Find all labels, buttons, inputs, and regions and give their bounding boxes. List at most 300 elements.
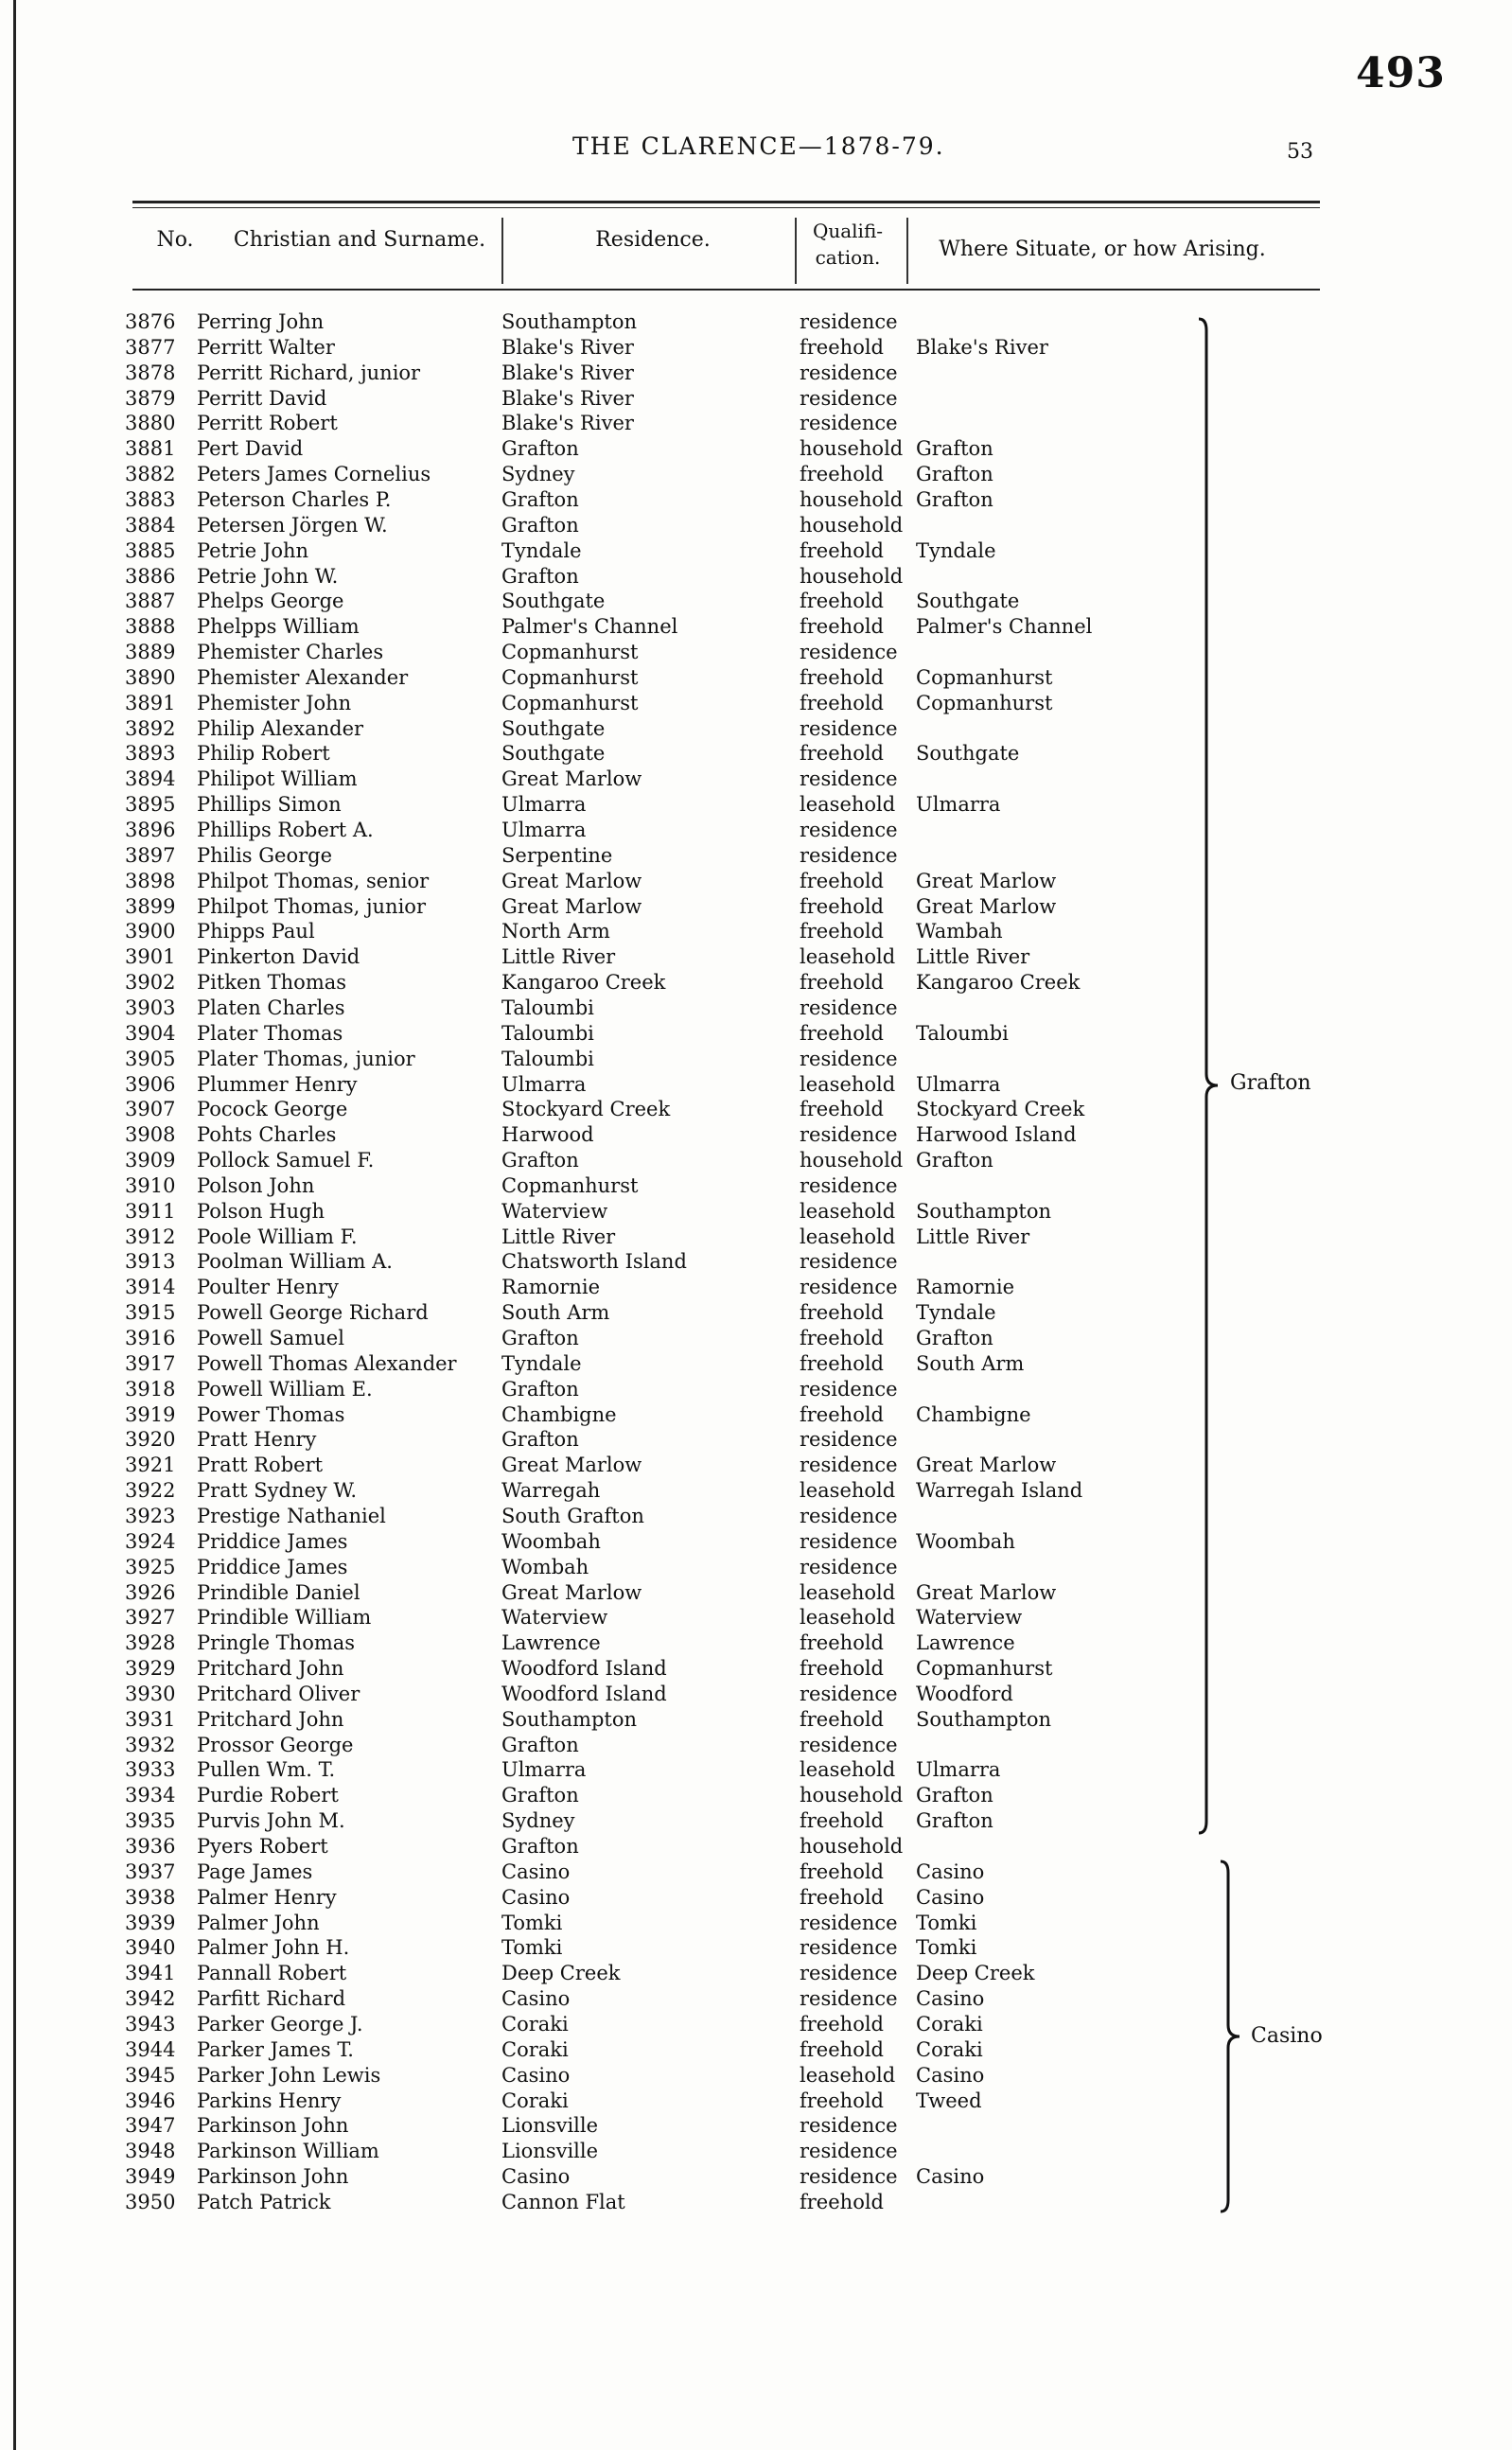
entry-name: Plummer Henry — [197, 1072, 358, 1096]
column-header-no: No. — [156, 228, 194, 252]
table-row — [0, 589, 1512, 614]
entry-name: Poulter Henry — [197, 1276, 339, 1299]
entry-number: 3944 — [125, 2037, 176, 2061]
entry-qualification: residence — [800, 1936, 898, 1960]
entry-residence: Grafton — [501, 1149, 579, 1172]
entry-number: 3925 — [125, 1555, 176, 1578]
entry-name: Pocock George — [197, 1098, 348, 1121]
entry-number: 3923 — [125, 1504, 176, 1527]
entry-name: Perritt Robert — [197, 412, 338, 435]
entry-residence: Casino — [501, 1860, 571, 1883]
entry-number: 3918 — [125, 1377, 176, 1401]
entry-number: 3937 — [125, 1860, 176, 1883]
table-row — [0, 2089, 1512, 2114]
entry-where: Copmanhurst — [916, 665, 1053, 689]
entry-residence: Harwood — [501, 1123, 594, 1147]
entry-name: Philis George — [197, 843, 333, 867]
table-row — [0, 996, 1512, 1021]
entry-number: 3907 — [125, 1098, 176, 1121]
entry-qualification: leasehold — [800, 1606, 896, 1630]
table-row — [0, 716, 1512, 742]
entry-residence: Tomki — [501, 1911, 563, 1934]
entry-qualification: freehold — [800, 894, 884, 918]
entry-residence: Casino — [501, 1987, 571, 2011]
entry-qualification: residence — [800, 843, 898, 867]
entry-where: Copmanhurst — [916, 691, 1053, 714]
entry-where: Blake's River — [916, 335, 1048, 359]
table-row — [0, 843, 1512, 869]
entry-number: 3912 — [125, 1225, 176, 1248]
table-row — [0, 894, 1512, 920]
entry-qualification: freehold — [800, 920, 884, 943]
entry-name: Phemister Charles — [197, 641, 384, 664]
entry-qualification: residence — [800, 1529, 898, 1553]
entry-number: 3926 — [125, 1580, 176, 1604]
entry-where: Tyndale — [916, 1301, 996, 1325]
entry-number: 3904 — [125, 1021, 176, 1045]
entry-number: 3950 — [125, 2190, 176, 2213]
entry-qualification: freehold — [800, 665, 884, 689]
entry-number: 3927 — [125, 1606, 176, 1630]
entry-residence: Southgate — [501, 716, 606, 740]
entry-where: Grafton — [916, 463, 993, 486]
entry-name: Platen Charles — [197, 996, 345, 1019]
entry-name: Palmer John — [197, 1911, 320, 1934]
entry-number: 3942 — [125, 1987, 176, 2011]
entry-number: 3931 — [125, 1707, 176, 1731]
entry-where: Casino — [916, 1860, 985, 1883]
entry-name: Philip Alexander — [197, 716, 364, 740]
table-row — [0, 1961, 1512, 1986]
entry-number: 3881 — [125, 437, 176, 461]
entry-name: Pritchard Oliver — [197, 1682, 360, 1705]
table-row — [0, 1478, 1512, 1504]
entry-name: Parfitt Richard — [197, 1987, 346, 2011]
table-row — [0, 1427, 1512, 1453]
entry-residence: Great Marlow — [501, 869, 642, 892]
entry-name: Poolman William A. — [197, 1250, 393, 1274]
entry-number: 3893 — [125, 742, 176, 766]
table-row — [0, 1605, 1512, 1630]
table-row — [0, 1808, 1512, 1834]
entry-number: 3945 — [125, 2063, 176, 2087]
table-row — [0, 1733, 1512, 1758]
entry-qualification: leasehold — [800, 1479, 896, 1503]
entry-where: Great Marlow — [916, 869, 1057, 892]
entry-qualification: household — [800, 564, 904, 588]
entry-number: 3916 — [125, 1327, 176, 1349]
entry-number: 3879 — [125, 386, 176, 410]
entry-residence: Copmanhurst — [501, 1173, 639, 1197]
entry-qualification: residence — [800, 386, 898, 410]
table-row — [0, 1122, 1512, 1148]
entry-residence: Palmer's Channel — [501, 615, 678, 639]
entry-qualification: leasehold — [800, 1199, 896, 1223]
entry-where: Ulmarra — [916, 1758, 1001, 1782]
entry-name: Philip Robert — [197, 742, 330, 766]
entry-where: Woodford — [916, 1682, 1013, 1705]
entry-residence: Waterview — [501, 1199, 608, 1223]
table-row — [0, 361, 1512, 386]
entry-name: Plater Thomas — [197, 1021, 343, 1045]
entry-where: Taloumbi — [916, 1021, 1009, 1045]
entry-qualification: freehold — [800, 2190, 884, 2213]
entry-name: Pringle Thomas — [197, 1631, 356, 1655]
entry-number: 3914 — [125, 1276, 176, 1299]
entry-name: Perritt David — [197, 386, 327, 410]
entry-number: 3891 — [125, 691, 176, 714]
entry-residence: Lawrence — [501, 1631, 601, 1655]
entry-name: Petrie John W. — [197, 564, 339, 588]
entry-number: 3946 — [125, 2089, 176, 2112]
entry-residence: South Grafton — [501, 1504, 644, 1527]
table-row — [0, 386, 1512, 412]
entry-qualification: household — [800, 1149, 904, 1172]
entry-name: Parkinson John — [197, 2165, 349, 2189]
entry-name: Powell Samuel — [197, 1327, 344, 1349]
entry-name: Pollock Samuel F. — [197, 1149, 375, 1172]
entry-qualification: freehold — [800, 691, 884, 714]
entry-residence: Waterview — [501, 1606, 608, 1630]
entry-residence: Taloumbi — [501, 1047, 594, 1070]
entry-number: 3924 — [125, 1529, 176, 1553]
table-row — [0, 2139, 1512, 2164]
entry-where: Southampton — [916, 1199, 1052, 1223]
entry-where: Kangaroo Creek — [916, 971, 1081, 995]
table-row — [0, 335, 1512, 361]
entry-name: Pitken Thomas — [197, 971, 347, 995]
entry-residence: Blake's River — [501, 412, 634, 435]
entry-number: 3880 — [125, 412, 176, 435]
entry-qualification: residence — [800, 1962, 898, 1985]
table-row — [0, 1453, 1512, 1478]
entry-where: Copmanhurst — [916, 1657, 1053, 1681]
entry-number: 3930 — [125, 1682, 176, 1705]
entry-residence: Copmanhurst — [501, 665, 639, 689]
entry-residence: Great Marlow — [501, 767, 642, 791]
entry-where: Grafton — [916, 1809, 993, 1833]
entry-name: Phelps George — [197, 590, 344, 613]
entry-qualification: leasehold — [800, 1072, 896, 1096]
entry-number: 3948 — [125, 2140, 176, 2163]
table-row — [0, 1402, 1512, 1428]
column-header-where: Where Situate, or how Arising. — [939, 238, 1266, 261]
entry-number: 3892 — [125, 716, 176, 740]
entry-qualification: household — [800, 1835, 904, 1858]
entry-name: Pratt Henry — [197, 1428, 317, 1452]
entry-residence: Grafton — [501, 1327, 579, 1349]
entry-residence: Grafton — [501, 564, 579, 588]
entry-number: 3929 — [125, 1657, 176, 1681]
table-row — [0, 462, 1512, 487]
entry-where: Grafton — [916, 1784, 993, 1807]
entry-qualification: residence — [800, 2140, 898, 2163]
entry-where: Casino — [916, 1987, 985, 2011]
entry-name: Powell George Richard — [197, 1301, 429, 1325]
entry-where: Deep Creek — [916, 1962, 1035, 1985]
table-row — [0, 1630, 1512, 1656]
table-row — [0, 1148, 1512, 1173]
entry-residence: Great Marlow — [501, 894, 642, 918]
table-row — [0, 869, 1512, 894]
entry-residence: Woodford Island — [501, 1657, 667, 1681]
entry-residence: Lionsville — [501, 2140, 599, 2163]
entry-number: 3887 — [125, 590, 176, 613]
entry-qualification: household — [800, 1784, 904, 1807]
entry-number: 3919 — [125, 1402, 176, 1426]
table-row — [0, 564, 1512, 590]
table-row — [0, 1249, 1512, 1275]
entry-residence: Woombah — [501, 1529, 601, 1553]
entry-number: 3884 — [125, 513, 176, 537]
entry-where: South Arm — [916, 1351, 1025, 1375]
entry-name: Pinkerton David — [197, 945, 360, 969]
table-row — [0, 1757, 1512, 1783]
entry-number: 3906 — [125, 1072, 176, 1096]
entry-residence: Casino — [501, 1885, 571, 1909]
entry-residence: Cannon Flat — [501, 2190, 625, 2213]
entry-where: Great Marlow — [916, 1454, 1057, 1477]
entry-where: Ulmarra — [916, 1072, 1001, 1096]
entry-qualification: residence — [800, 310, 898, 333]
entry-name: Pert David — [197, 437, 304, 461]
entry-where: Tomki — [916, 1936, 977, 1960]
entry-number: 3928 — [125, 1631, 176, 1655]
entry-name: Petrie John — [197, 538, 309, 562]
table-row — [0, 1047, 1512, 1072]
entry-residence: Coraki — [501, 2012, 569, 2036]
table-row — [0, 1935, 1512, 1961]
entry-residence: Deep Creek — [501, 1962, 621, 1985]
entry-residence: Coraki — [501, 2037, 569, 2061]
entry-qualification: residence — [800, 1428, 898, 1452]
grafton-group-label: Grafton — [1230, 1071, 1311, 1095]
entry-residence: Grafton — [501, 1784, 579, 1807]
table-row — [0, 1707, 1512, 1733]
entry-number: 3917 — [125, 1351, 176, 1375]
entry-residence: Stockyard Creek — [501, 1098, 671, 1121]
entry-residence: Grafton — [501, 1428, 579, 1452]
entry-residence: Blake's River — [501, 335, 634, 359]
running-head: THE CLARENCE—1878-79. — [572, 132, 945, 160]
entry-qualification: residence — [800, 1987, 898, 2011]
entry-residence: Lionsville — [501, 2114, 599, 2138]
table-row — [0, 792, 1512, 818]
entry-qualification: residence — [800, 361, 898, 384]
entry-qualification: freehold — [800, 1301, 884, 1325]
table-row — [0, 767, 1512, 792]
entry-qualification: leasehold — [800, 945, 896, 969]
header-bottom-rule — [132, 289, 1320, 291]
entry-qualification: freehold — [800, 971, 884, 995]
entry-number: 3883 — [125, 487, 176, 511]
entry-residence: Grafton — [501, 513, 579, 537]
entry-where: Ramornie — [916, 1276, 1015, 1299]
entry-qualification: freehold — [800, 742, 884, 766]
entry-residence: Sydney — [501, 1809, 575, 1833]
entry-name: Parker John Lewis — [197, 2063, 381, 2087]
table-row — [0, 944, 1512, 970]
entry-qualification: residence — [800, 767, 898, 791]
entry-residence: Grafton — [501, 437, 579, 461]
table-row — [0, 1682, 1512, 1707]
page-number: 493 — [1356, 49, 1446, 97]
entry-number: 3896 — [125, 819, 176, 841]
entry-qualification: residence — [800, 1173, 898, 1197]
entry-name: Parkinson William — [197, 2140, 379, 2163]
table-row — [0, 1580, 1512, 1606]
entry-name: Plater Thomas, junior — [197, 1047, 415, 1070]
entry-where: Coraki — [916, 2037, 983, 2061]
entry-where: Tomki — [916, 1911, 977, 1934]
entry-number: 3908 — [125, 1123, 176, 1147]
table-row — [0, 2190, 1512, 2215]
entry-name: Pritchard John — [197, 1707, 344, 1731]
entry-name: Parkinson John — [197, 2114, 349, 2138]
table-row — [0, 538, 1512, 564]
table-row — [0, 1555, 1512, 1580]
entry-name: Philpot Thomas, senior — [197, 869, 430, 892]
entry-qualification: freehold — [800, 1860, 884, 1883]
entry-qualification: freehold — [800, 1707, 884, 1731]
entry-qualification: freehold — [800, 1021, 884, 1045]
entry-name: Polson Hugh — [197, 1199, 325, 1223]
table-row — [0, 1377, 1512, 1402]
entry-number: 3920 — [125, 1428, 176, 1452]
table-row — [0, 1021, 1512, 1047]
entry-number: 3905 — [125, 1047, 176, 1070]
entry-number: 3894 — [125, 767, 176, 791]
entry-name: Pullen Wm. T. — [197, 1758, 336, 1782]
entry-number: 3934 — [125, 1784, 176, 1807]
entry-qualification: leasehold — [800, 1580, 896, 1604]
entry-where: Casino — [916, 1885, 985, 1909]
entry-residence: Little River — [501, 945, 616, 969]
entry-name: Perring John — [197, 310, 325, 333]
table-row — [0, 2113, 1512, 2139]
entry-name: Patch Patrick — [197, 2190, 331, 2213]
entry-residence: Sydney — [501, 463, 575, 486]
entry-name: Prindible William — [197, 1606, 372, 1630]
entry-number: 3900 — [125, 920, 176, 943]
entry-qualification: freehold — [800, 463, 884, 486]
entry-number: 3938 — [125, 1885, 176, 1909]
table-row — [0, 919, 1512, 944]
entry-qualification: residence — [800, 1555, 898, 1578]
entry-number: 3921 — [125, 1454, 176, 1477]
column-header-qualification: Qualifi- cation. — [812, 220, 884, 269]
entry-qualification: freehold — [800, 1402, 884, 1426]
entry-where: Little River — [916, 1225, 1030, 1248]
entry-qualification: freehold — [800, 1327, 884, 1349]
entry-name: Priddice James — [197, 1555, 348, 1578]
entry-name: Pritchard John — [197, 1657, 344, 1681]
entry-number: 3897 — [125, 843, 176, 867]
entry-where: Wambah — [916, 920, 1003, 943]
entry-qualification: residence — [800, 1250, 898, 1274]
entry-number: 3940 — [125, 1936, 176, 1960]
entry-name: Phemister Alexander — [197, 665, 409, 689]
entry-number: 3898 — [125, 869, 176, 892]
entry-residence: Kangaroo Creek — [501, 971, 666, 995]
entry-name: Philipot William — [197, 767, 358, 791]
table-row — [0, 614, 1512, 640]
entry-where: Lawrence — [916, 1631, 1015, 1655]
entry-number: 3943 — [125, 2012, 176, 2036]
entry-qualification: freehold — [800, 1631, 884, 1655]
entry-qualification: freehold — [800, 1885, 884, 1909]
entry-name: Palmer Henry — [197, 1885, 337, 1909]
table-row — [0, 1911, 1512, 1936]
table-row — [0, 2063, 1512, 2089]
entry-qualification: household — [800, 487, 904, 511]
entry-name: Prossor George — [197, 1733, 354, 1756]
entry-name: Pohts Charles — [197, 1123, 337, 1147]
entry-name: Phipps Paul — [197, 920, 315, 943]
entry-qualification: residence — [800, 1504, 898, 1527]
entry-residence: Grafton — [501, 1733, 579, 1756]
entry-residence: Little River — [501, 1225, 616, 1248]
entry-name: Polson John — [197, 1173, 315, 1197]
entry-where: Woombah — [916, 1529, 1015, 1553]
entry-qualification: freehold — [800, 1098, 884, 1121]
entry-name: Page James — [197, 1860, 313, 1883]
entry-where: Coraki — [916, 2012, 983, 2036]
entry-residence: Taloumbi — [501, 1021, 594, 1045]
casino-group-label: Casino — [1251, 2024, 1323, 2048]
entry-name: Perritt Richard, junior — [197, 361, 421, 384]
entry-qualification: residence — [800, 1733, 898, 1756]
entry-name: Philpot Thomas, junior — [197, 894, 426, 918]
table-row — [0, 741, 1512, 767]
table-row — [0, 1326, 1512, 1351]
entry-where: Stockyard Creek — [916, 1098, 1085, 1121]
entry-where: Grafton — [916, 437, 993, 461]
entry-where: Casino — [916, 2063, 985, 2087]
entry-number: 3913 — [125, 1250, 176, 1274]
entry-qualification: residence — [800, 412, 898, 435]
entry-name: Petersen Jörgen W. — [197, 513, 388, 537]
table-row — [0, 691, 1512, 716]
entry-residence: Grafton — [501, 487, 579, 511]
entry-name: Pratt Sydney W. — [197, 1479, 358, 1503]
entry-qualification: freehold — [800, 615, 884, 639]
entry-number: 3885 — [125, 538, 176, 562]
column-header-residence: Residence. — [595, 228, 711, 252]
entry-residence: North Arm — [501, 920, 610, 943]
header-top-rule — [132, 201, 1320, 203]
entry-where: Ulmarra — [916, 793, 1001, 817]
entry-name: Power Thomas — [197, 1402, 345, 1426]
header-top-rule-thin — [132, 207, 1320, 208]
entry-name: Pratt Robert — [197, 1454, 324, 1477]
entry-qualification: residence — [800, 1682, 898, 1705]
entry-name: Perritt Walter — [197, 335, 335, 359]
entry-qualification: freehold — [800, 1809, 884, 1833]
entry-number: 3909 — [125, 1149, 176, 1172]
entry-qualification: household — [800, 437, 904, 461]
table-row — [0, 1834, 1512, 1860]
entry-qualification: leasehold — [800, 2063, 896, 2087]
entry-where: Palmer's Channel — [916, 615, 1093, 639]
entry-number: 3932 — [125, 1733, 176, 1756]
entry-residence: Tomki — [501, 1936, 563, 1960]
entry-residence: Taloumbi — [501, 996, 594, 1019]
entry-qualification: residence — [800, 716, 898, 740]
table-row — [0, 1225, 1512, 1250]
entry-residence: Grafton — [501, 1835, 579, 1858]
entry-number: 3890 — [125, 665, 176, 689]
